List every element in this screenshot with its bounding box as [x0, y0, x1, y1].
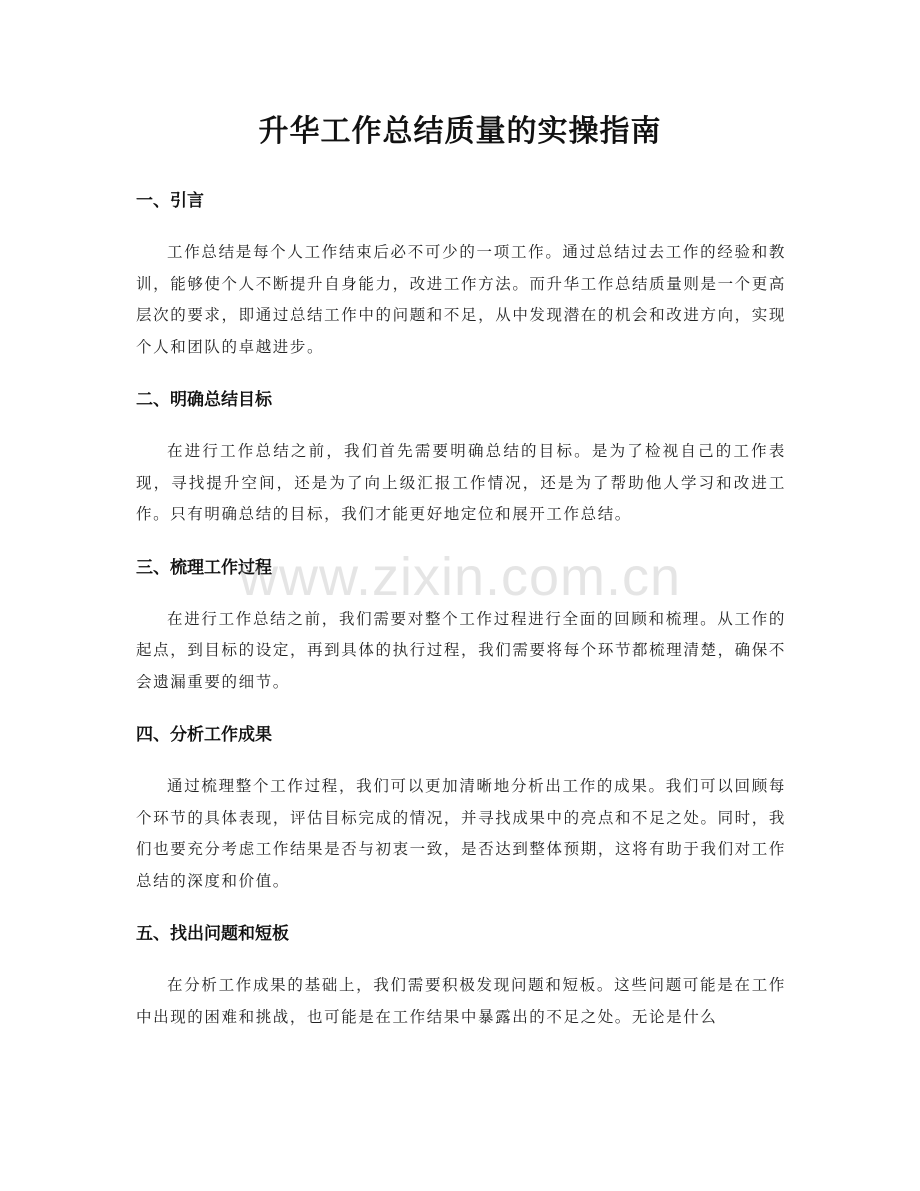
section-paragraph: 工作总结是每个人工作结束后必不可少的一项工作。通过总结过去工作的经验和教训，能够使个人不断提升自身能力，改进工作方法。而升华工作总结质量则是一个更高层次的要求，即通过总结工作中的问题和不足，从中发现潜在的机会和改进方向，实现个人和团队的卓越进步。	[136, 243, 786, 356]
section-analyze-results	[136, 720, 786, 897]
section-heading: 一、引言	[136, 191, 204, 211]
section-heading: 三、梳理工作过程	[136, 557, 272, 578]
document-body	[136, 186, 786, 1055]
document-title: 升华工作总结质量的实操指南	[258, 114, 662, 149]
section-heading: 四、分析工作成果	[136, 725, 272, 745]
section-heading: 二、明确总结目标	[136, 390, 272, 410]
section-introduction	[136, 186, 786, 363]
section-find-problems	[136, 919, 786, 1033]
watermark-text: www.zixin.com.cn	[238, 547, 682, 607]
section-paragraph: 通过梳理整个工作过程，我们可以更加清晰地分析出工作的成果。我们可以回顾每个环节的具体表现，评估目标完成的情况，并寻找成果中的亮点和不足之处。同时，我们也要充分考虑工作结果是否与初衷一致，是否达到整体预期，这将有助于我们对工作总结的深度和价值。	[136, 777, 786, 890]
section-paragraph: 在进行工作总结之前，我们首先需要明确总结的目标。是为了检视自己的工作表现，寻找提升空间，还是为了向上级汇报工作情况，还是为了帮助他人学习和改进工作。只有明确总结的目标，我们才能更好地定位和展开工作总结。	[136, 442, 786, 523]
section-define-goals	[136, 385, 786, 531]
section-review-process	[136, 553, 786, 699]
section-paragraph: 在分析工作成果的基础上，我们需要积极发现问题和短板。这些问题可能是在工作中出现的困难和挑战，也可能是在工作结果中暴露出的不足之处。无论是什么	[136, 976, 786, 1026]
section-paragraph: 在进行工作总结之前，我们需要对整个工作过程进行全面的回顾和梳理。从工作的起点，到目标的设定，再到具体的执行过程，我们需要将每个环节都梳理清楚，确保不会遗漏重要的细节。	[136, 609, 786, 691]
section-heading: 五、找出问题和短板	[136, 924, 289, 944]
